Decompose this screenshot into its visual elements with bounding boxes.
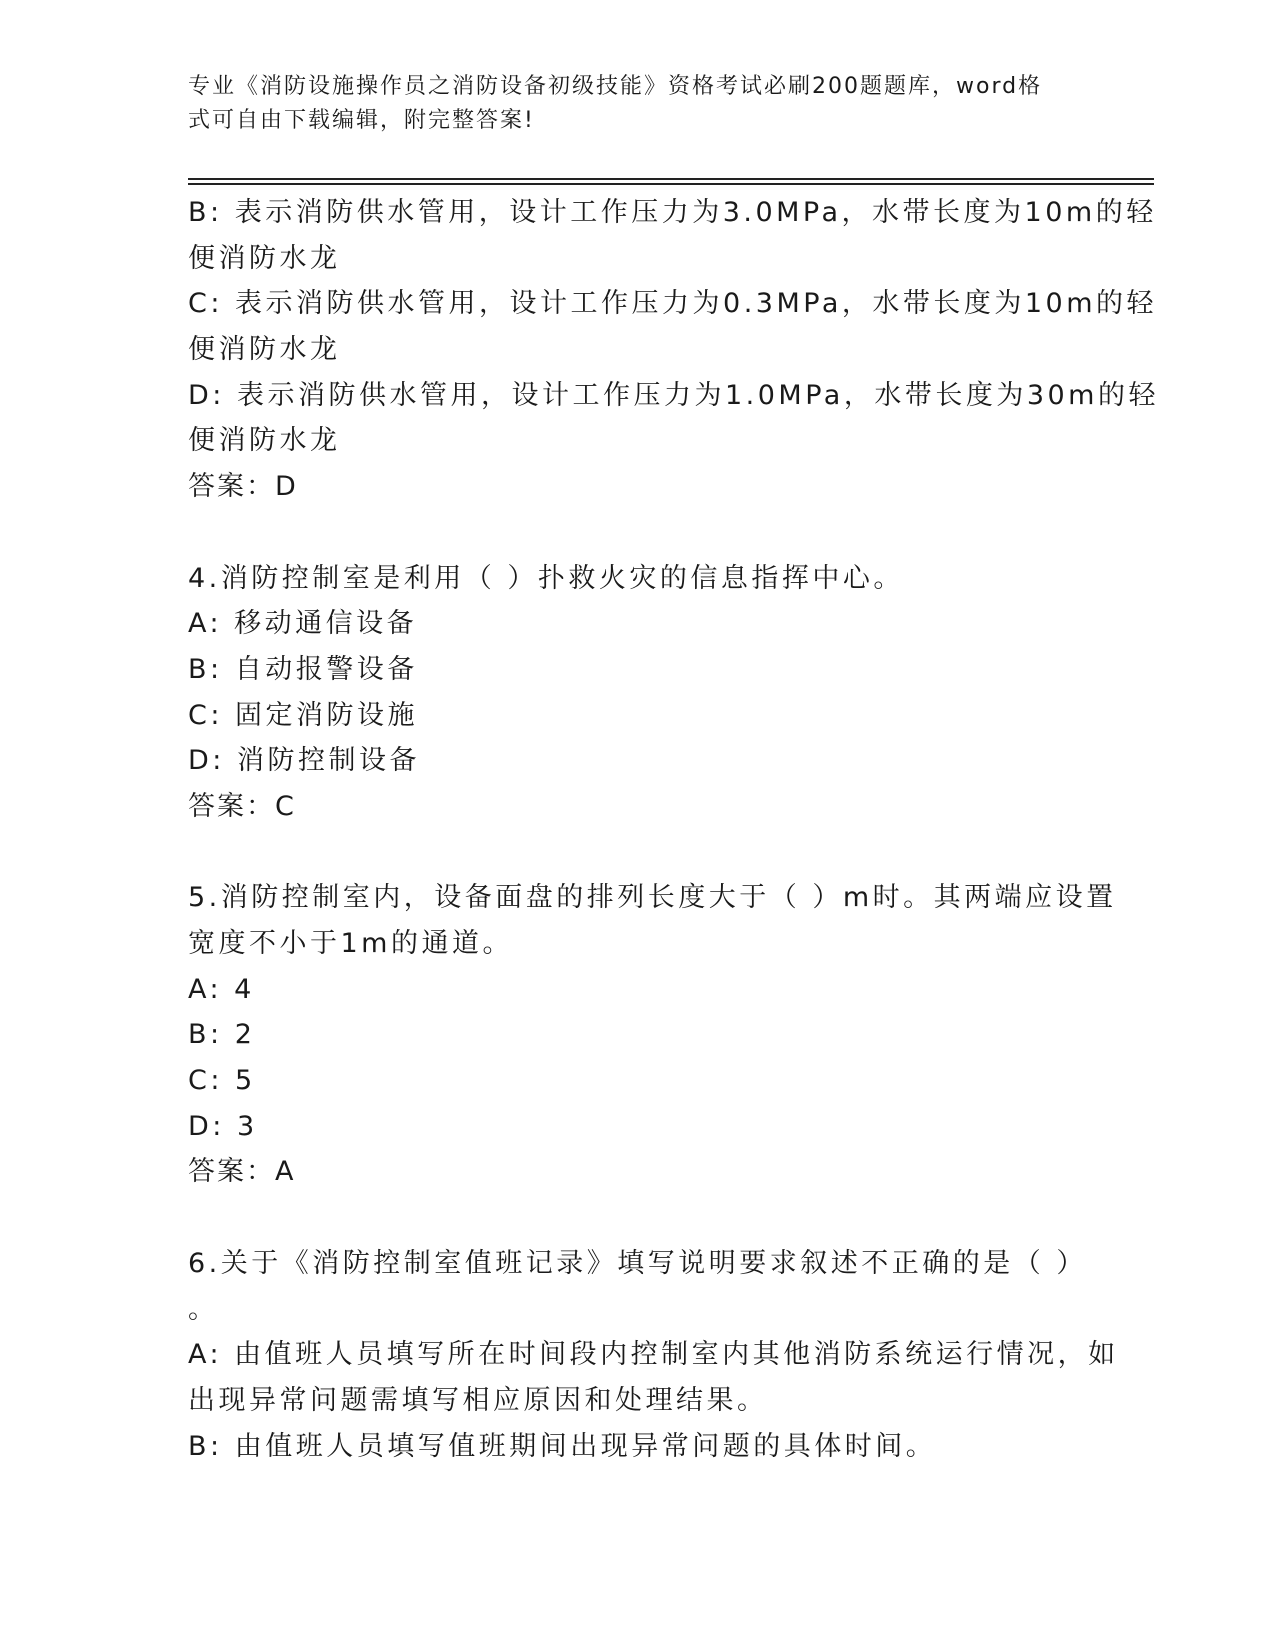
header-rule-bottom <box>188 183 1154 185</box>
q5-answer: 答案：A <box>188 1156 296 1188</box>
q5-stem: 5.消防控制室内，设备面盘的排列长度大于（ ）m时。其两端应设置 宽度不小于1m的通道。 <box>188 882 1117 959</box>
header-line-1: 专业《消防设施操作员之消防设备初级技能》资格考试必刷200题题库，word格 <box>188 74 1043 99</box>
q6-option-a: A: 由值班人员填写所在时间段内控制室内其他消防系统运行情况，如 出现异常问题需填写相应原因和处理结果。 <box>188 1339 1119 1416</box>
q4-option-d: D: 消防控制设备 <box>188 745 420 777</box>
question-content <box>188 190 1159 1469</box>
q4-option-b: B: 自动报警设备 <box>188 653 418 685</box>
q5-option-b: B: 2 <box>188 1019 256 1051</box>
q6-stem: 6.关于《消防控制室值班记录》填写说明要求叙述不正确的是（ ） 。 <box>188 1247 1087 1325</box>
q3-option-b: B: 表示消防供水管用，设计工作压力为3.0MPa，水带长度为10m的轻 便消防水龙 <box>188 197 1157 274</box>
header-line-2: 式可自由下载编辑，附完整答案! <box>188 108 535 133</box>
q3-option-d: D: 表示消防供水管用，设计工作压力为1.0MPa，水带长度为30m的轻 便消防水龙 <box>188 379 1159 457</box>
q4-stem: 4.消防控制室是利用（ ）扑救火灾的信息指挥中心。 <box>188 562 904 594</box>
header-rule-top <box>188 178 1154 180</box>
q5-option-a: A: 4 <box>188 973 255 1005</box>
spacer <box>188 830 1088 876</box>
q3-option-c: C: 表示消防供水管用，设计工作压力为0.3MPa，水带长度为10m的轻 便消防水龙 <box>188 288 1158 366</box>
q4-option-c: C: 固定消防设施 <box>188 699 419 731</box>
q4-answer: 答案：C <box>188 790 296 822</box>
q5-option-d: D: 3 <box>188 1110 258 1142</box>
spacer <box>188 510 1088 556</box>
q6-option-b: B: 由值班人员填写值班期间出现异常问题的具体时间。 <box>188 1430 937 1462</box>
q5-option-c: C: 5 <box>188 1065 256 1097</box>
spacer <box>188 1195 1088 1241</box>
document-header <box>188 70 1068 138</box>
q3-answer: 答案：D <box>188 471 298 503</box>
q4-option-a: A: 移动通信设备 <box>188 608 418 640</box>
